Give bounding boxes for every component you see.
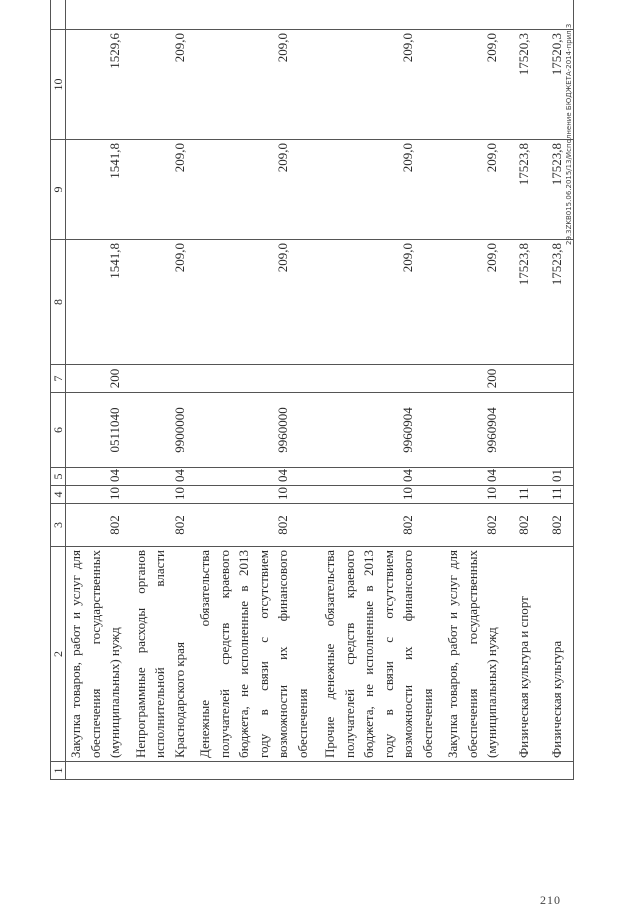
row-rz: 10	[66, 486, 125, 504]
row-plan: 209,0	[437, 240, 502, 365]
row-plan: 209,0	[312, 240, 437, 365]
row-name: Физическая культура	[533, 547, 573, 762]
table-row	[125, 0, 190, 780]
row-name: Закупка товаров, работ и услуг для обеспечения государственных (муниципальных) нужд	[66, 547, 125, 762]
row-exec: 209,0	[312, 30, 437, 140]
col-header: 8	[51, 240, 66, 365]
row-vr	[189, 365, 312, 393]
row-pr: 04	[437, 468, 502, 486]
row-pct	[502, 0, 534, 30]
col-header: 2	[51, 547, 66, 762]
row-plan: 209,0	[125, 240, 190, 365]
row-pct	[312, 0, 437, 30]
row-csr: 9960904	[437, 393, 502, 468]
row-adj: 17523,8	[533, 140, 573, 240]
col-header: 3	[51, 504, 66, 547]
row-pr: 04	[66, 468, 125, 486]
col-header	[51, 0, 66, 30]
row-adj: 17523,8	[502, 140, 534, 240]
row-ved: 802	[502, 504, 534, 547]
row-csr: 9960904	[312, 393, 437, 468]
row-vr	[502, 365, 534, 393]
row-plan: 17523,8	[533, 240, 573, 365]
row-csr: 9900000	[125, 393, 190, 468]
row-rz: 10	[312, 486, 437, 504]
row-pct	[189, 0, 312, 30]
row-csr: 0511040	[66, 393, 125, 468]
table-row	[66, 0, 125, 780]
row-ved: 802	[533, 504, 573, 547]
row-rz: 11	[502, 486, 534, 504]
col-header: 1	[51, 762, 66, 780]
row-pr: 04	[312, 468, 437, 486]
row-pr: 01	[533, 468, 573, 486]
row-vr	[312, 365, 437, 393]
row-csr	[533, 393, 573, 468]
row-exec: 17520,3	[502, 30, 534, 140]
row-adj: 209,0	[125, 140, 190, 240]
row-plan: 17523,8	[502, 240, 534, 365]
row-vr: 200	[437, 365, 502, 393]
table-row	[189, 0, 312, 780]
row-adj: 1541,8	[66, 140, 125, 240]
row-ved: 802	[312, 504, 437, 547]
row-csr: 9960000	[189, 393, 312, 468]
row-exec: 209,0	[189, 30, 312, 140]
col-header: 4	[51, 486, 66, 504]
row-rz: 10	[189, 486, 312, 504]
row-adj: 209,0	[312, 140, 437, 240]
row-name: Закупка товаров, работ и услуг для обеспечения государственных (муниципальных) нужд	[437, 547, 502, 762]
row-exec: 209,0	[125, 30, 190, 140]
table-row	[312, 0, 437, 780]
row-plan: 1541,8	[66, 240, 125, 365]
row-pct	[437, 0, 502, 30]
row-name: Физическая культура и спорт	[502, 547, 534, 762]
row-ved: 802	[66, 504, 125, 547]
row-rz: 11	[533, 486, 573, 504]
row-ved: 802	[189, 504, 312, 547]
row-plan: 209,0	[189, 240, 312, 365]
row-exec: 17520,3	[533, 30, 573, 140]
row-vr: 200	[66, 365, 125, 393]
col-header: 6	[51, 393, 66, 468]
row-name: Прочие денежные обязательства получателей средств краевого бюджета, не исполненные в 2013 году в связи с отсутствием возможности их финансового обеспечения	[312, 547, 437, 762]
row-pct	[66, 0, 125, 30]
row-vr	[533, 365, 573, 393]
col-header: 5	[51, 468, 66, 486]
row-exec: 209,0	[437, 30, 502, 140]
row-pct	[125, 0, 190, 30]
row-adj: 209,0	[437, 140, 502, 240]
row-rz: 10	[125, 486, 190, 504]
budget-table	[50, 0, 574, 780]
row-pr	[502, 468, 534, 486]
row-ved: 802	[125, 504, 190, 547]
row-adj: 209,0	[189, 140, 312, 240]
col-header: 9	[51, 140, 66, 240]
row-name: Денежные обязательства получателей средств краевого бюджета, не исполненные в 2013 году в связи с отсутствием возможности их финансового обеспечения	[189, 547, 312, 762]
col-header: 10	[51, 30, 66, 140]
row-vr	[125, 365, 190, 393]
row-pr: 04	[189, 468, 312, 486]
row-csr	[502, 393, 534, 468]
row-rz: 10	[437, 486, 502, 504]
page-number: 210	[540, 893, 561, 907]
file-stamp: 29.3ZKB015.06.2015/13/Исполнение БЮДЖЕТА-2014-прил.3	[565, 23, 573, 245]
col-header: 7	[51, 365, 66, 393]
table-row	[437, 0, 502, 780]
row-name: Непрограммные расходы органов исполнительной власти Краснодарского края	[125, 547, 190, 762]
table-row	[502, 0, 534, 780]
row-exec: 1529,6	[66, 30, 125, 140]
column-number-row	[51, 0, 66, 780]
row-ved: 802	[437, 504, 502, 547]
row-pr: 04	[125, 468, 190, 486]
